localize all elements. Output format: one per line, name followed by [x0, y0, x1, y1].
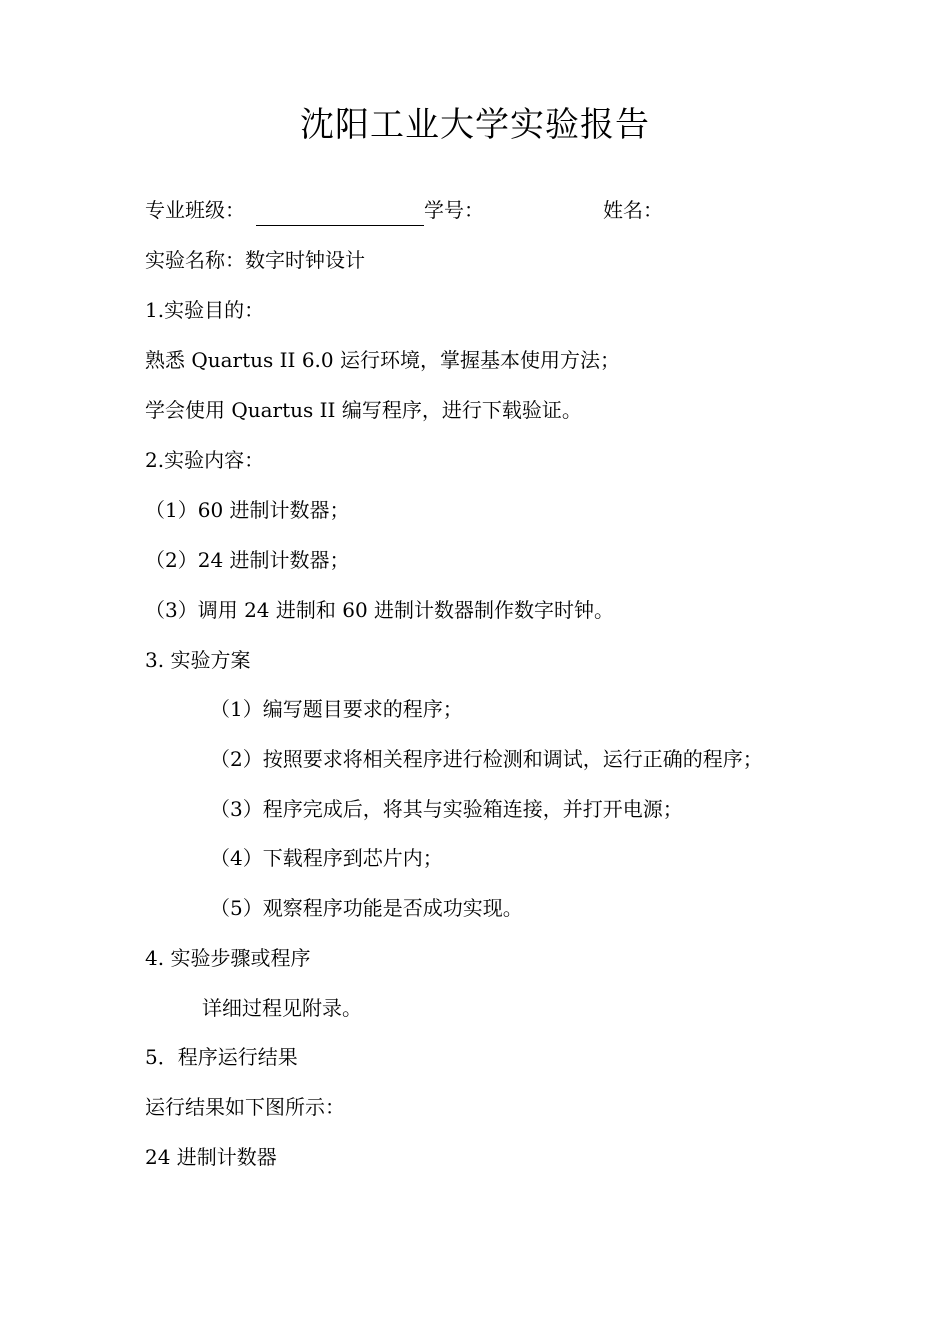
content-heading: 2.实验内容： — [145, 448, 265, 472]
plan-item-1: （1）编写题目要求的程序； — [210, 697, 463, 721]
plan-item-5: （5）观察程序功能是否成功实现。 — [210, 896, 523, 920]
purpose-line-1: 熟悉 Quartus II 6.0 运行环境，掌握基本使用方法； — [145, 348, 620, 372]
class-blank-underline — [256, 225, 424, 226]
student-id-label: 学号： — [424, 198, 484, 222]
student-name-label: 姓名： — [603, 198, 663, 222]
plan-item-3: （3）程序完成后，将其与实验箱连接，并打开电源； — [210, 797, 683, 821]
purpose-line-2: 学会使用 Quartus II 编写程序，进行下载验证。 — [145, 398, 582, 422]
steps-text: 详细过程见附录。 — [202, 996, 362, 1020]
result-heading: 5．程序运行结果 — [145, 1045, 298, 1069]
plan-heading: 3. 实验方案 — [145, 648, 251, 672]
result-subheading: 24 进制计数器 — [145, 1145, 277, 1169]
experiment-name: 实验名称：数字时钟设计 — [145, 248, 365, 272]
content-item-3: （3）调用 24 进制和 60 进制计数器制作数字时钟。 — [145, 598, 615, 622]
steps-heading: 4. 实验步骤或程序 — [145, 946, 311, 970]
plan-item-4: （4）下载程序到芯片内； — [210, 846, 443, 870]
content-item-1: （1）60 进制计数器； — [145, 498, 350, 522]
content-item-2: （2）24 进制计数器； — [145, 548, 350, 572]
purpose-heading: 1.实验目的： — [145, 298, 265, 322]
class-label: 专业班级： — [145, 198, 245, 222]
report-title: 沈阳工业大学实验报告 — [300, 105, 650, 145]
result-text: 运行结果如下图所示： — [145, 1095, 345, 1119]
plan-item-2: （2）按照要求将相关程序进行检测和调试，运行正确的程序； — [210, 747, 763, 771]
